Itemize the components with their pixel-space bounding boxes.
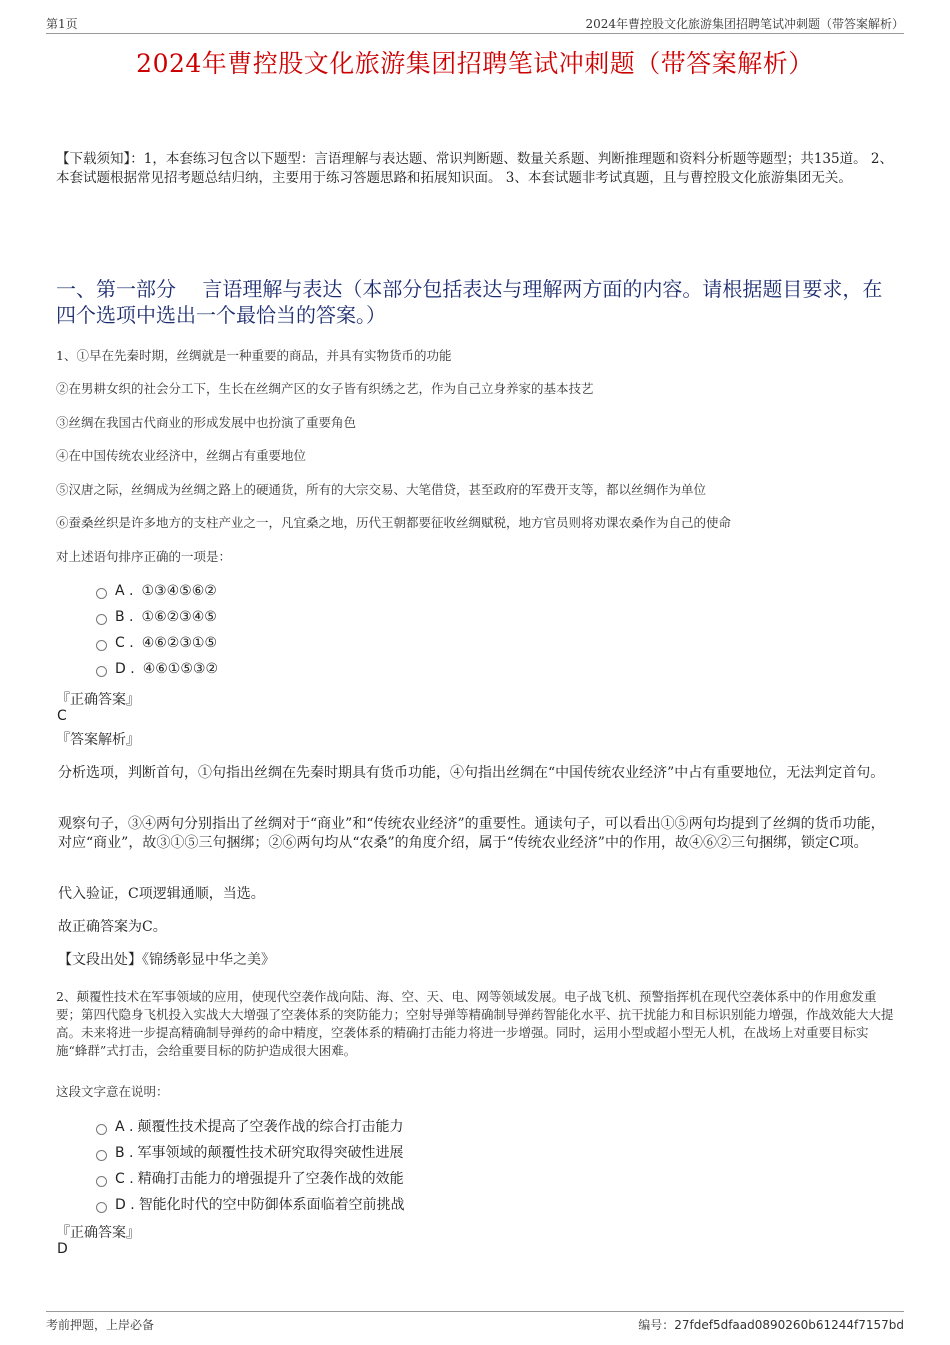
q1-analysis-paragraph: 故正确答案为C。: [58, 919, 167, 935]
footer-slogan: 考前押题，上岸必备: [46, 1318, 155, 1332]
q1-sentence-2: ②在男耕女织的社会分工下，生长在丝绸产区的女子皆有织绣之艺，作为自己立身养家的基本技艺: [56, 381, 594, 396]
q1-answer: C: [57, 708, 67, 724]
page-footer: [46, 1311, 904, 1334]
q1-source: 【文段出处】《锦绣彰显中华之美》: [58, 952, 275, 968]
page-number: 第1页: [46, 17, 78, 31]
q1-option-a[interactable]: A . ①③④⑤⑥②: [96, 583, 217, 603]
radio-icon[interactable]: [96, 614, 107, 625]
q1-option-d[interactable]: D . ④⑥①⑤③②: [96, 661, 218, 681]
running-title: 2024年曹控股文化旅游集团招聘笔试冲刺题（带答案解析）: [585, 17, 904, 31]
radio-icon[interactable]: [96, 640, 107, 651]
q2-question: 这段文字意在说明：: [56, 1084, 169, 1099]
document-title: 2024年曹控股文化旅游集团招聘笔试冲刺题（带答案解析）: [136, 49, 814, 78]
question-2-stem: 2、颠覆性技术在军事领域的应用，使现代空袭作战向陆、海、空、天、电、网等领域发展。电子战飞机、预警指挥机在现代空袭体系中的作用愈发重要；第四代隐身飞机投入实战大大增强了空袭体系的突防能力；空射导弹等精确制导弹药智能化水平、抗干扰能力和目标识别能力增强，作战效能大大提高。未来将进一步提高精确制导弹药的命中精度，空袭体系的精确打击能力将进一步增强。同时，运用小型或超小型无人机，在战场上对重要目标实施“蜂群”式打击，会给重要目标的防护造成很大困难。: [56, 989, 894, 1058]
radio-icon[interactable]: [96, 666, 107, 677]
radio-icon[interactable]: [96, 588, 107, 599]
q1-sentence-6: ⑥蚕桑丝织是许多地方的支柱产业之一，凡宜桑之地，历代王朝都要征收丝绸赋税，地方官员则将劝课农桑作为自己的使命: [56, 515, 732, 530]
radio-icon[interactable]: [96, 1202, 107, 1213]
q1-sentence-5: ⑤汉唐之际，丝绸成为丝绸之路上的硬通货，所有的大宗交易、大笔借贷，甚至政府的军费开支等，都以丝绸作为单位: [56, 482, 707, 497]
q1-analysis-paragraph: 分析选项，判断首句，①句指出丝绸在先秦时期具有货币功能，④句指出丝绸在“中国传统农业经济”中占有重要地位，无法判定首句。: [58, 765, 885, 781]
q2-option-d[interactable]: D . 智能化时代的空中防御体系面临着空前挑战: [96, 1194, 405, 1214]
section-heading: 一、第一部分 言语理解与表达（本部分包括表达与理解两方面的内容。请根据题目要求，在四个选项中选出一个最恰当的答案。）: [56, 277, 883, 327]
q1-analysis-paragraph: 代入验证，C项逻辑通顺，当选。: [58, 886, 265, 902]
radio-icon[interactable]: [96, 1176, 107, 1187]
q2-option-a[interactable]: A . 颠覆性技术提高了空袭作战的综合打击能力: [96, 1116, 403, 1136]
q1-option-c[interactable]: C . ④⑥②③①⑤: [96, 635, 217, 655]
q1-analysis-label: 『答案解析』: [56, 732, 140, 748]
document-code: 编号：27fdef5dfaad0890260b61244f7157bd: [638, 1318, 904, 1332]
q2-option-c[interactable]: C . 精确打击能力的增强提升了空袭作战的效能: [96, 1168, 404, 1188]
q1-sentence-1: 1、①早在先秦时期，丝绸就是一种重要的商品，并具有实物货币的功能: [56, 348, 452, 363]
q2-option-b[interactable]: B . 军事领域的颠覆性技术研究取得突破性进展: [96, 1142, 404, 1162]
q1-answer-label: 『正确答案』: [56, 692, 140, 708]
radio-icon[interactable]: [96, 1124, 107, 1135]
q1-sentence-3: ③丝绸在我国古代商业的形成发展中也扮演了重要角色: [56, 415, 357, 430]
page-header: [46, 13, 904, 34]
q1-option-b[interactable]: B . ①⑥②③④⑤: [96, 609, 217, 629]
q1-sentence-4: ④在中国传统农业经济中，丝绸占有重要地位: [56, 448, 307, 463]
download-notice: 【下载须知】：1，本套练习包含以下题型：言语理解与表达题、常识判断题、数量关系题、判断推理题和资料分析题等题型；共135道。 2、本套试题根据常见招考题总结归纳，主要用于练习答题思路和拓展知识面。 3、本套试题非考试真题，且与曹控股文化旅游集团无关。: [56, 151, 893, 186]
q1-analysis-paragraph: 观察句子，③④两句分别指出了丝绸对于“商业”和“传统农业经济”的重要性。通读句子，可以看出①⑤两句均提到了丝绸的货币功能，对应“商业”，故③①⑤三句捆绑；②⑥两句均从“农桑”的角度介绍，属于“传统农业经济”中的作用，故④⑥②三句捆绑，锁定C项。: [58, 816, 885, 851]
q2-answer-label: 『正确答案』: [56, 1225, 140, 1241]
q2-answer: D: [57, 1241, 68, 1257]
q1-question: 对上述语句排序正确的一项是：: [56, 549, 232, 564]
radio-icon[interactable]: [96, 1150, 107, 1161]
